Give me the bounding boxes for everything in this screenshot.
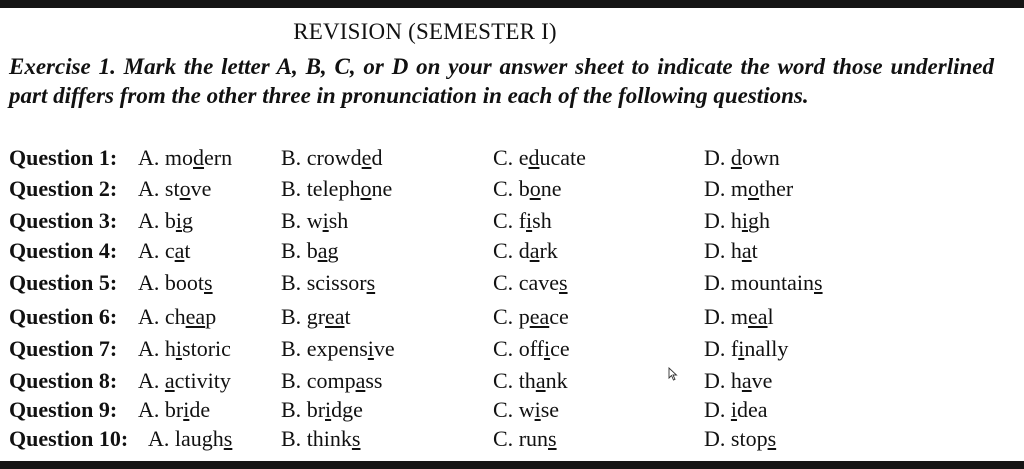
word-part: h: [730, 368, 742, 393]
word-part: m: [730, 176, 749, 201]
option-letter: D.: [704, 397, 731, 422]
underlined-sound: i: [526, 208, 533, 233]
underlined-sound: a: [535, 368, 546, 393]
question-row: [0, 395, 1024, 425]
option-letter: D.: [704, 145, 731, 170]
option-letter: A.: [138, 208, 165, 233]
word-part: ve: [190, 176, 212, 201]
option-letter: C.: [493, 336, 519, 361]
option-letter: C.: [493, 368, 519, 393]
question-row: [0, 268, 1024, 298]
option-letter: D.: [704, 208, 731, 233]
option-letter: D.: [704, 176, 731, 201]
word-part: h: [164, 336, 176, 361]
underlined-sound: s: [548, 426, 557, 451]
answer-option-b: [281, 424, 360, 454]
word-part: br: [306, 397, 326, 422]
question-row: [0, 302, 1024, 332]
answer-option-c: [493, 268, 568, 298]
word-part: cave: [518, 270, 559, 295]
word-part: expens: [306, 336, 368, 361]
option-letter: C.: [493, 145, 519, 170]
word-part: stop: [730, 426, 768, 451]
option-letter: B.: [281, 270, 307, 295]
answer-option-c: [493, 143, 586, 173]
underlined-sound: o: [748, 176, 760, 201]
option-letter: B.: [281, 145, 307, 170]
word-part: de: [189, 397, 211, 422]
word-part: nk: [545, 368, 568, 393]
option-letter: B.: [281, 176, 307, 201]
answer-option-c: [493, 395, 559, 425]
underlined-sound: a: [355, 368, 366, 393]
underlined-sound: s: [767, 426, 777, 451]
underlined-sound: i: [183, 397, 190, 422]
answer-option-a: [138, 236, 191, 266]
question-row: [0, 236, 1024, 266]
question-label: Question 1:: [9, 145, 118, 170]
answer-option-b: [281, 395, 363, 425]
underlined-sound: i: [738, 336, 745, 361]
word-part: gr: [306, 304, 326, 329]
option-letter: C.: [493, 208, 519, 233]
word-part: t: [184, 238, 191, 263]
word-part: ne: [371, 176, 393, 201]
answer-option-b: [281, 302, 351, 332]
word-part: h: [730, 238, 742, 263]
word-part: ss: [365, 368, 383, 393]
word-part: t: [751, 238, 758, 263]
question-label: Question 5:: [9, 270, 118, 295]
question-label: Question 2:: [9, 176, 118, 201]
answer-option-d: [704, 302, 774, 332]
word-part: l: [767, 304, 774, 329]
word-part: br: [164, 397, 184, 422]
option-letter: B.: [281, 368, 307, 393]
question-label: Question 4:: [9, 238, 118, 263]
question-row: [0, 334, 1024, 364]
word-part: laugh: [174, 426, 224, 451]
answer-option-d: [704, 174, 793, 204]
option-letter: A.: [148, 426, 175, 451]
answer-option-b: [281, 236, 338, 266]
option-letter: B.: [281, 304, 307, 329]
word-part: mountain: [730, 270, 814, 295]
option-letter: C.: [493, 304, 519, 329]
word-part: mo: [164, 145, 194, 170]
underlined-sound: s: [223, 426, 233, 451]
answer-option-d: [704, 268, 823, 298]
question-row: [0, 174, 1024, 204]
question-label: Question 10:: [9, 426, 129, 451]
word-part: se: [540, 397, 560, 422]
answer-option-b: [281, 366, 382, 396]
word-part: ne: [540, 176, 562, 201]
word-part: p: [205, 304, 217, 329]
word-part: e: [518, 145, 529, 170]
underlined-sound: a: [741, 368, 752, 393]
word-part: boot: [164, 270, 205, 295]
option-letter: B.: [281, 336, 307, 361]
word-part: sh: [532, 208, 552, 233]
answer-option-d: [704, 206, 770, 236]
answer-option-d: [704, 424, 776, 454]
question-label: Question 8:: [9, 368, 118, 393]
question-row: [0, 366, 1024, 396]
word-part: ce: [550, 336, 570, 361]
word-part: sh: [328, 208, 349, 233]
underlined-sound: s: [558, 270, 568, 295]
underlined-sound: i: [175, 208, 183, 233]
answer-option-a: [138, 302, 216, 332]
option-letter: C.: [493, 176, 519, 201]
question-label: Question 6:: [9, 304, 118, 329]
word-part: comp: [306, 368, 356, 393]
underlined-sound: o: [179, 176, 191, 201]
mouse-cursor-icon: [668, 367, 678, 381]
underlined-sound: a: [317, 238, 328, 263]
word-part: rk: [539, 238, 558, 263]
word-part: w: [518, 397, 535, 422]
underlined-sound: ea: [325, 304, 345, 329]
word-part: storic: [182, 336, 231, 361]
answer-option-c: [493, 334, 570, 364]
option-letter: D.: [704, 336, 731, 361]
word-part: f: [518, 208, 527, 233]
word-part: b: [306, 238, 318, 263]
word-part: b: [164, 208, 176, 233]
word-part: g: [182, 208, 194, 233]
underlined-sound: s: [814, 270, 823, 295]
underlined-sound: i: [543, 336, 551, 361]
underlined-sound: e: [361, 145, 372, 170]
word-part: b: [518, 176, 530, 201]
answer-option-b: [281, 174, 392, 204]
option-letter: A.: [138, 270, 165, 295]
answer-option-d: [704, 366, 772, 396]
word-part: think: [306, 426, 352, 451]
answer-option-a: [138, 334, 231, 364]
underlined-sound: d: [193, 145, 205, 170]
option-letter: A.: [138, 336, 165, 361]
answer-option-a: [138, 206, 193, 236]
word-part: run: [518, 426, 549, 451]
option-letter: A.: [138, 145, 165, 170]
answer-option-c: [493, 366, 568, 396]
underlined-sound: i: [534, 397, 541, 422]
word-part: w: [306, 208, 323, 233]
word-part: st: [164, 176, 180, 201]
answer-option-d: [704, 334, 788, 364]
option-letter: D.: [704, 304, 731, 329]
word-part: c: [164, 238, 175, 263]
underlined-sound: ea: [748, 304, 768, 329]
option-letter: A.: [138, 397, 165, 422]
answer-option-a: [138, 174, 211, 204]
word-part: p: [518, 304, 530, 329]
answer-option-c: [493, 302, 569, 332]
word-part: nally: [744, 336, 789, 361]
word-part: m: [730, 304, 749, 329]
word-part: teleph: [306, 176, 361, 201]
underlined-sound: d: [730, 145, 742, 170]
answer-option-a: [138, 143, 232, 173]
exercise-instructions: Exercise 1. Mark the letter A, B, C, or D on your answer sheet to indicate the word those underlined part differs from the other three in pronunciation in each of the following questions.: [9, 54, 994, 108]
answer-option-b: [281, 143, 382, 173]
underlined-sound: i: [730, 397, 738, 422]
option-letter: C.: [493, 238, 519, 263]
underlined-sound: s: [204, 270, 213, 295]
word-part: ve: [373, 336, 395, 361]
word-part: crowd: [306, 145, 362, 170]
option-letter: B.: [281, 208, 307, 233]
answer-option-d: [704, 143, 780, 173]
underlined-sound: s: [366, 270, 376, 295]
question-label: Question 7:: [9, 336, 118, 361]
answer-option-d: [704, 236, 758, 266]
word-part: g: [327, 238, 339, 263]
underlined-sound: i: [367, 336, 374, 361]
bottom-border: [0, 461, 1024, 469]
underlined-sound: o: [360, 176, 372, 201]
option-letter: C.: [493, 270, 519, 295]
word-part: h: [730, 208, 742, 233]
word-part: ther: [759, 176, 794, 201]
option-letter: B.: [281, 397, 307, 422]
word-part: ch: [164, 304, 186, 329]
underlined-sound: i: [322, 208, 329, 233]
underlined-sound: a: [529, 238, 540, 263]
underlined-sound: a: [174, 238, 185, 263]
answer-option-a: [138, 268, 213, 298]
option-letter: D.: [704, 368, 731, 393]
question-label: Question 3:: [9, 208, 118, 233]
underlined-sound: i: [741, 208, 749, 233]
word-part: ve: [751, 368, 773, 393]
word-part: dge: [331, 397, 363, 422]
underlined-sound: i: [175, 336, 183, 361]
answer-option-b: [281, 268, 375, 298]
underlined-sound: ea: [185, 304, 206, 329]
answer-option-c: [493, 424, 557, 454]
word-part: scissor: [306, 270, 367, 295]
option-letter: A.: [138, 176, 165, 201]
answer-option-b: [281, 206, 348, 236]
word-part: ern: [204, 145, 233, 170]
word-part: dea: [737, 397, 768, 422]
option-letter: D.: [704, 238, 731, 263]
word-part: t: [344, 304, 351, 329]
answer-option-a: [148, 424, 232, 454]
option-letter: A.: [138, 238, 165, 263]
question-row: [0, 206, 1024, 236]
question-row: [0, 424, 1024, 454]
option-letter: C.: [493, 426, 519, 451]
option-letter: A.: [138, 304, 165, 329]
option-letter: C.: [493, 397, 519, 422]
word-part: d: [371, 145, 383, 170]
word-part: f: [730, 336, 739, 361]
answer-option-a: [138, 366, 231, 396]
underlined-sound: i: [325, 397, 332, 422]
option-letter: A.: [138, 368, 165, 393]
answer-option-c: [493, 174, 561, 204]
underlined-sound: a: [164, 368, 175, 393]
option-letter: D.: [704, 426, 731, 451]
underlined-sound: ea: [529, 304, 550, 329]
answer-option-d: [704, 395, 768, 425]
word-part: own: [741, 145, 780, 170]
question-row: [0, 143, 1024, 173]
underlined-sound: d: [528, 145, 540, 170]
underlined-sound: s: [351, 426, 361, 451]
word-part: ctivity: [174, 368, 231, 393]
top-border: [0, 0, 1024, 8]
underlined-sound: o: [529, 176, 541, 201]
question-label: Question 9:: [9, 397, 118, 422]
word-part: off: [518, 336, 544, 361]
word-part: ce: [549, 304, 569, 329]
answer-option-a: [138, 395, 210, 425]
answer-option-c: [493, 206, 552, 236]
option-letter: B.: [281, 426, 307, 451]
underlined-sound: a: [741, 238, 752, 263]
answer-option-c: [493, 236, 558, 266]
option-letter: B.: [281, 238, 307, 263]
word-part: th: [518, 368, 536, 393]
word-part: ucate: [539, 145, 586, 170]
word-part: gh: [748, 208, 771, 233]
page-title: REVISION (SEMESTER I): [293, 19, 557, 44]
answer-option-b: [281, 334, 395, 364]
option-letter: D.: [704, 270, 731, 295]
word-part: d: [518, 238, 530, 263]
